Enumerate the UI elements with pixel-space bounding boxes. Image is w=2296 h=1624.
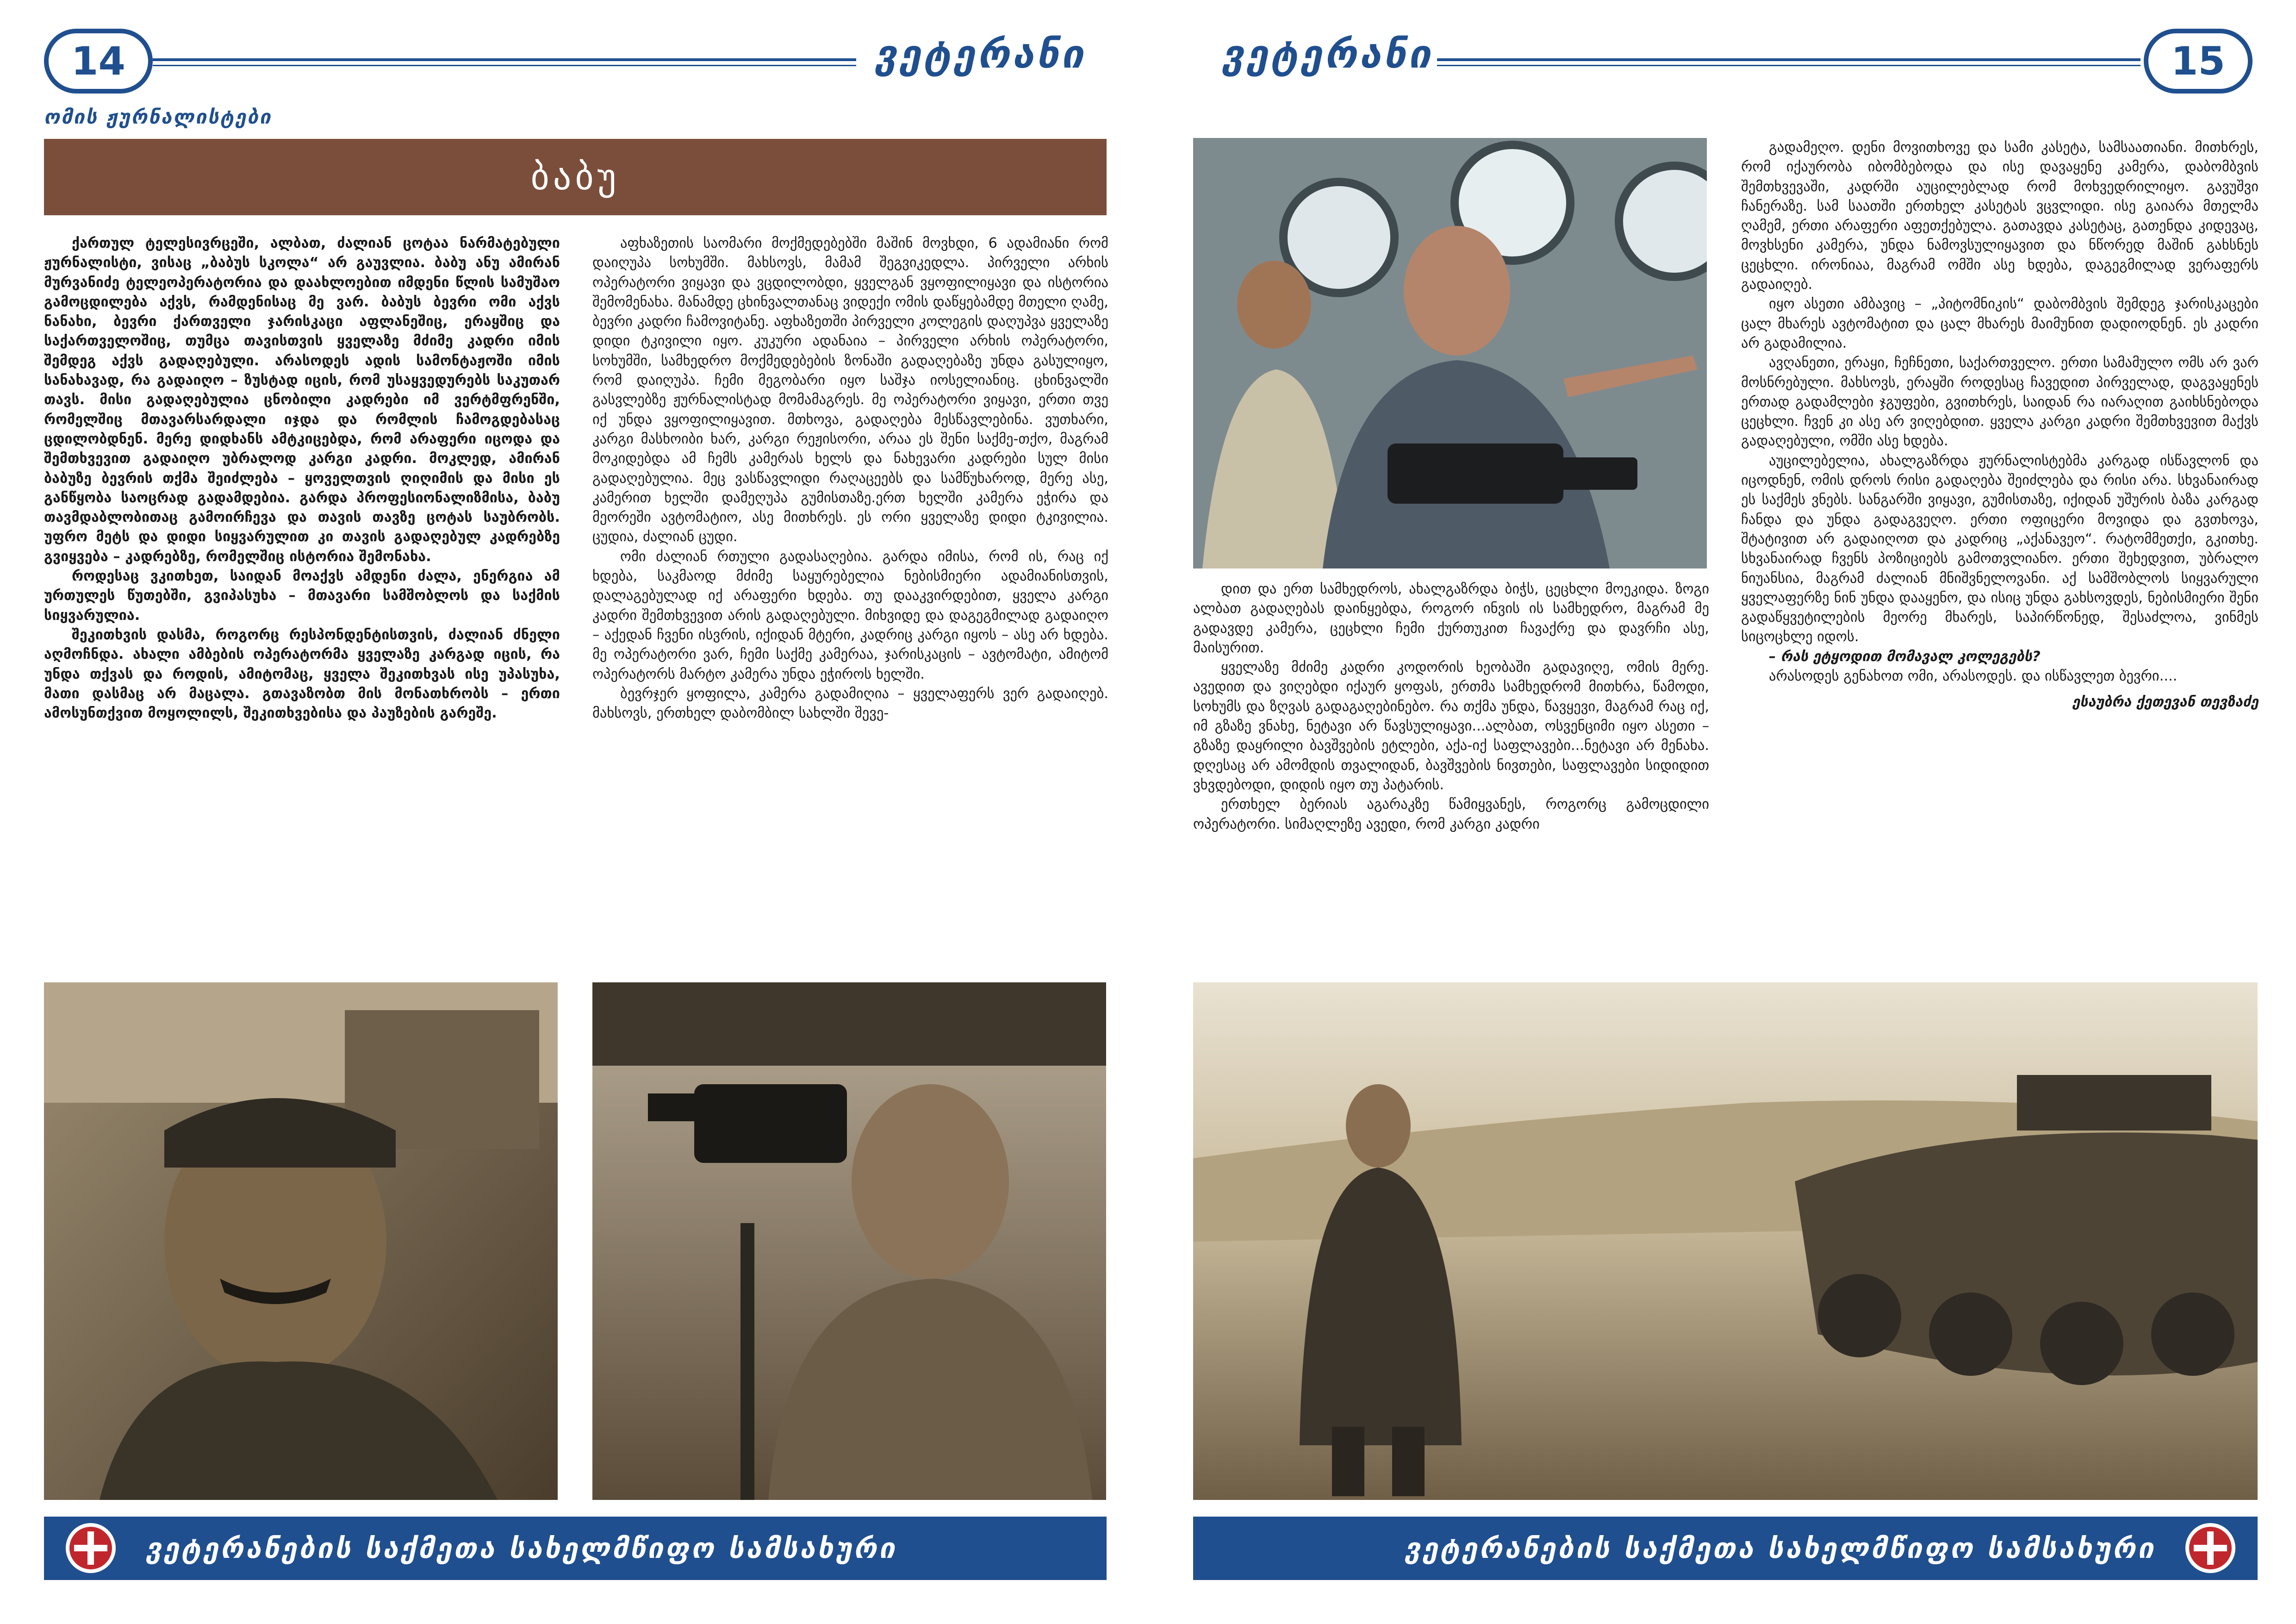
body-paragraph: გადამეღო. დენი მოვითხოვე და სამი კასეტა, სამსაათიანი. მითხრეს, რომ იქაურობა იბომბებოდა და ისე დავაყენე კამერა, დაბომბვის შემთხვევაში, კადრში აუცილებლად რომ მოხვედრილიყო. გავუშვი ჩანერაზე. სამ საათში ერთხელ კასეტას ვცვლიდი. ისე გაიარა მთელმა ღამემ, ერთი არაფერი აფეთქებულა. გათავდა კასეტაც, გათენდა კიდევაც, მოვხსენი კამერა, უნდა ნამოვსულიყავით და ნწორედ მაშინ გახსნეს ცეცხლი. ირონიაა, მაგრამ ომში ასე ხდება, დაგეგმილად ვერაფერს გადაიღებ.: [1741, 139, 2259, 293]
interview-answer: არასოდეს გენახოთ ომი, არასოდეს. და ისწავლეთ ბევრი....: [1769, 668, 2178, 685]
ministry-emblem-icon: [65, 1522, 117, 1574]
interview-question: – რას ეტყოდით მომავალ კოლეგებს?: [1769, 648, 2041, 665]
body-paragraph: ბევრჯერ ყოფილა, კამერა გადამიღია – ყველაფერს ვერ გადაიღებ. მახსოვს, ერთხელ დაბომბილ სახლში შევე-: [592, 685, 1108, 722]
article-title: ბაბუ: [530, 156, 620, 198]
masthead-right: ვეტერანი: [1222, 31, 1433, 77]
intro-paragraph: როდესაც ვკითხეთ, საიდან მოაქვს ამდენი ძალა, ენერგია ამ ურთულეს წუთებში, გვიპასუხა – მთავარი სამშობლოს და საქმის სიყვარულია.: [44, 568, 560, 624]
header-rule-right: [1437, 58, 2140, 61]
section-label: ომის ჟურნალისტები: [44, 106, 272, 128]
footer-text-left: ვეტერანების საქმეთა სახელმწიფო სამსახური: [146, 1532, 897, 1565]
body-paragraph: დით და ერთ სამხედროს, ახალგაზრდა ბიჭს, ცეცხლი მოეკიდა. ზოგი ალბათ გადაღებას დაინყებდა, როგორ ინვის ის სამხედრო, მაგრამ მე გადავდე კამერა, ცეცხლი ჩემი ქურთუკით ჩავაქრე და დავრჩი ასე, მაისურით.: [1193, 581, 1709, 656]
author-signature: ესაუბრა ქეთევან თევზაძე: [2072, 694, 2259, 711]
ministry-emblem-icon: [2184, 1522, 2236, 1574]
intro-paragraph: ქართულ ტელესივრცეში, ალბათ, ძალიან ცოტაა ნარმატებული ჟურნალისტი, ვისაც „ბაბუს სკოლა“ არ გაუვლია. ბაბუ ანუ ამირან მურვანიძე ტელეოპერატორია და დაახლოებით იმდენი წლის სამუშაო გამოცდილება აქვს, რამდენისაც მე ვარ. ბაბუს ბევრი ომი აქვს ნანახი, ბევრი ქართველი ჯარისკაცი აფლანეშიც, ერაყშიც და საქართველოშიც, თუმცა თავისთვის ყველაზე მძიმე კადრი იმის შემდეგ აქვს გადაღებული. არასოდეს ადის სამონტაჟოში იმის სანახავად, რა გადაიღო – ზუსტად იცის, რომ უსაყვედურებს საკუთარ თავს. მისი გადაღებულია ცნობილი კადრები იმ ვერტმფრენში, რომელშიც მთავარსარდალი იჯდა და რომლის ჩამოგდებასაც ცდილობდნენ. მერე დიდხანს ამტკიცებდა, რომ არაფერი იცოდა და შემთხვევით გადაიღო უბრალოდ კარგი კადრი. მოკლედ, ამირან ბაბუზე ბევრის თქმა შეიძლება – ყოველთვის ღიღიმის და მისი ეს განწყობა საოცრად გადამდებია. გარდა პროფესიონალიზმისა, ბაბუ თავმდაბლობითაც გამოირჩევა და თავის თავზე ცოტას საუბრობს. უფრო მეტს და დიდი სიყვარულით კი თავის გადაღებულ კადრებზე გვიყვება – კადრებზე, რომელშიც ისტორია შემონახა.: [44, 235, 560, 565]
cameraman-near-wrecked-tank-photo: [1193, 982, 2258, 1500]
body-paragraph: იყო ასეთი ამბავიც – „პიტომნიკის“ დაბომბვის შემდეგ ჯარისკაცები ცალ მხარეს ავტომატით და ცალ მხარეს მაიმუნით დადიოდნენ. ეს კადრი არ გადამილია.: [1741, 296, 2259, 351]
footer-text-right: ვეტერანების საქმეთა სახელმწიფო სამსახური: [1404, 1532, 2156, 1565]
page-number-left: 14: [44, 29, 153, 94]
page-number-right: 15: [2144, 29, 2252, 94]
article-column-4: [1741, 138, 2259, 971]
cameraman-in-cap-photo: [44, 982, 558, 1500]
article-column-1: [44, 234, 560, 970]
footer-bar-right: [1193, 1517, 2258, 1580]
footer-bar-left: [44, 1517, 1107, 1580]
body-paragraph: ყველაზე მძიმე კადრი კოდორის ხეობაში გადავიღე, ომის მერე. ავედით და ვიღებდი იქაურ ყოფას, ერთმა სამხედრომ მითხრა, წამოდი, სოხუმს და ზღვას გადაგაღებინებო. რა თქმა უნდა, წავყევი, მაგრამ რაც იქ, იმ გზაზე ვნახე, ნეტავი არ წავსულიყავი...ალბათ, ოსვენციმი იყო ასეთი – გზაზე დაყრილი ბავშვების ეტლები, აქა-იქ საფლავები...ნეტავი არ მენახა. დღესაც არ ამომდის თვალიდან, ბავშვების ნივთები, საფლავები სიდიდით ვხვდებოდი, დიდის იყო თუ პატარის.: [1193, 659, 1709, 793]
helicopter-interior-photo: [1193, 138, 1707, 568]
cameraman-with-camera-photo: [592, 982, 1106, 1500]
masthead-left: ვეტერანი: [875, 31, 1086, 77]
body-paragraph: ომი ძალიან რთული გადასაღებია. გარდა იმისა, რომ ის, რაც იქ ხდება, საკმაოდ მძიმე საყურებელია ნებისმიერი ადამიანისთვის, დალაგებულად იქ არაფერი ხდება. თუ დააკვირდებით, ყველა კარგი კადრი შემთხვევით არის გადაღებული. მიხვიდე და დაგეგმილად გადაიღო – აქედან ჩვენი ისვრის, იქიდან მტერი, კადრიც კარგი იყოს – ასე არ ხდება. მე ოპერატორი ვარ, ჩემი საქმე კამერაა, ჯარისკაცის – ავტომატი, ამიტომ ოპერატორს მარტო კამერა უნდა ეჭიროს ხელში.: [592, 548, 1108, 682]
body-paragraph: ავღანეთი, ერაყი, ჩეჩნეთი, საქართველო. ერთი სამამულო ომს არ ვარ მოსნრებული. მახსოვს, ერაყში როდესაც ჩავედით პირველად, დაგვაყენეს ერთად გადამლები ჯგუფები, გვითხრეს, საიდან რა იარაღით გაიხსნებოდა ცეცხლი. ჩვენ კი ასე არ ვიღებდით. ყველა კარგი კადრი შემთხვევით მაქვს გადაღებული, ომში ასე ხდება.: [1741, 355, 2259, 450]
article-column-2: [592, 234, 1108, 970]
article-title-bar: [44, 139, 1107, 215]
header-rule-right-thin: [1437, 65, 2140, 66]
body-paragraph: აუცილებელია, ახალგაზრდა ჟურნალისტებმა კარგად ისწავლონ და იცოდნენ, ომის დროს რისი გადაღება შეიძლება და რისი არა. სხვანაირად ეს საქმეს ვნებს. სანგარში ვიყავი, გუმისთაზე, იქიდან უშურის ბაზა კარგად ჩანდა და უნდა გადაგვეღო. ერთი ოფიცერი მოვიდა და გვთხოვა, შტატივით არ გადაიღოთ და კადრიც „აქანავეო“. რატომმეთქი, გკითხე. სხვანაირად ჩვენს პოზიციებს გამოთვლიანო. ერთი შეხედვით, უბრალო ნიუანსია, მაგრამ ძალიან მნიშვნელოვანი. აქ სამშობლოს სიყვარული ყველაფერზე ნინ უნდა დააყენო, და ისიც უნდა გახსოვდეს, ნებისმიერი შენი გადაწყვეტილების მეორე მხარეს, საპირწონედ, შესაძლოა, ვინმეს სიცოცხლე იდოს.: [1741, 452, 2259, 645]
intro-paragraph: შეკითხვის დასმა, როგორც რესპონდენტისთვის, ძალიან ძნელი აღმოჩნდა. ახალი ამბების ოპერატორმა ყველაზე კარგად იცის, რა უნდა თქვას და როდის, ამიტომაც, ყველა შეკითხვას ისე უპასუხა, მათი დასმაც არ მაცალა. გთავაზობთ მის მონათხრობს – ერთი ამოსუნთქვით მოყოლილს, შეკითხვებისა და პაუზების გარეშე.: [44, 626, 560, 722]
body-paragraph: ერთხელ ბერიას აგარაკზე წამიყვანეს, როგორც გამოცდილი ოპერატორი. სიმაღლეზე ავედი, რომ კარგი კადრი: [1193, 796, 1709, 832]
header-rule-left: [153, 58, 856, 61]
body-paragraph: აფხაზეთის საომარი მოქმედებებში მაშინ მოვხდი, 6 ადამიანი რომ დაიღუპა სოხუმში. მახსოვს, მამამ შეგვიკედლა. პირველი არხის ოპერატორი ვიყავი და ვცდილობდი, ყველგან ვყოფილიყავი და ისტორია შემომენახა. მანამდე ცხინვალთანაც ვიდექი ომის დაწყებამდე მთელი ღამე, ბევრი კადრი ჩამოვიტანე. აფხაზეთში პირველი კოლეგის დაღუპვა ყველაზე დიდი ტკივილი იყო. კუკური ადანაია – პირველი არხის ოპერატორი, სოხუმში, სამხედრო მოქმედებების ზონაში გადაღებაზე უნდა გასულიყო, რომ დაიღუპა. ჩემი მეგობარი იყო საშჯა იოსელიანიც. ცხინვალში გასვლებზე ჟურნალისტად მომამაგრეს. მე ოპერატორი ვიყავი, ერთი თვე იქ უნდა ვყოფილიყავით. მთხოვა, გადაღება მესწავლებინა. ვუთხარი, კარგი მასხოიბი ხარ, კარგი რეჟისორი, არაა ეს შენი საქმე-თქო, მაგრამ მოკიდებდა ამ ჩემს კამერას ხელს და ნახევარი კადრები სულ მისი გადაღებულია. მეც ვასწავლიდი რაღაცეებს და სამწუხაროდ, მერე ასე, კამერით ხელში დამეღუპა გუმისთაზე.ერთ ხელში კამერა ეჭირა და მეორეში ავტომატიო, ასე მითხრეს. ეს ორი ყველაზე დიდი ტკივილია. ცუდია, ძალიან ცუდი.: [592, 235, 1108, 545]
header-rule-left-thin: [153, 65, 856, 66]
article-column-3: [1193, 580, 1709, 973]
